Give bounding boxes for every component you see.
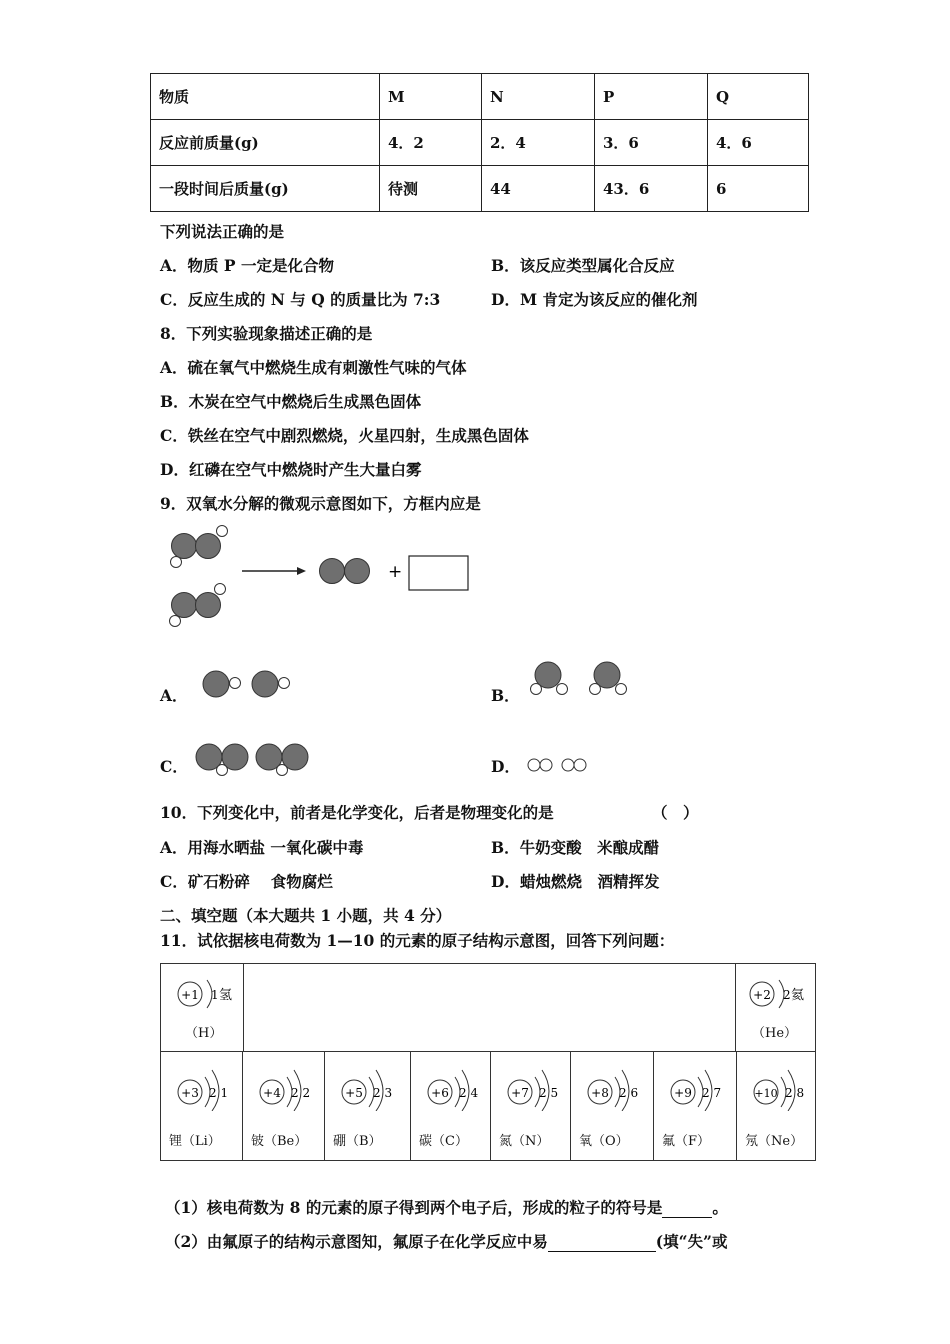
atom-diagram	[253, 1065, 323, 1111]
table-cell: 3．6	[595, 120, 708, 166]
atom-cell	[243, 1052, 325, 1160]
q10-option-d[interactable]: D．蜡烛燃烧 酒精挥发	[491, 872, 660, 891]
q8-stem: 8．下列实验现象描述正确的是	[160, 324, 373, 343]
nucleus-charge: +3	[181, 1086, 199, 1100]
q9-option-c-label[interactable]: C．	[160, 757, 188, 776]
shell-electrons: 2 6	[619, 1086, 639, 1100]
q9-option-b-diagram[interactable]	[524, 658, 636, 698]
answer-blank[interactable]	[548, 1235, 656, 1252]
q9-option-c-diagram[interactable]	[192, 738, 318, 778]
atom-cell	[654, 1052, 737, 1160]
element-char: 氦	[791, 988, 805, 1003]
table-cell: 2．4	[482, 120, 595, 166]
atom-diagram	[171, 1065, 241, 1111]
atom-cell	[161, 1052, 243, 1160]
q8-option-b[interactable]: B．木炭在空气中燃烧后生成黑色固体	[160, 392, 422, 411]
table-row	[151, 120, 809, 166]
answer-box	[409, 556, 468, 590]
q7-stem: 下列说法正确的是	[160, 222, 285, 241]
q11-part1-text: （1）核电荷数为 8 的元素的原子得到两个电子后，形成的粒子的符号是	[165, 1198, 663, 1217]
atom-cell	[571, 1052, 654, 1160]
atom-diagram-he	[745, 976, 809, 1012]
table-cell: P	[595, 74, 708, 120]
q8-option-d[interactable]: D．红磷在空气中燃烧时产生大量白雾	[160, 460, 422, 479]
q9-stem: 9．双氧水分解的微观示意图如下，方框内应是	[160, 494, 481, 513]
q9-option-d-diagram[interactable]	[526, 756, 592, 776]
table-cell: 物质	[151, 74, 380, 120]
table-cell: M	[380, 74, 482, 120]
q8-option-c[interactable]: C．铁丝在空气中剧烈燃烧，火星四射，生成黑色固体	[160, 426, 529, 445]
table-header-row	[151, 74, 809, 120]
answer-paren[interactable]: （ ）	[652, 803, 699, 822]
q9-option-b-label[interactable]: B．	[491, 686, 520, 705]
shell-electrons: 2 1	[209, 1086, 229, 1100]
arrow-icon	[242, 567, 306, 575]
q7-option-b[interactable]: B．该反应类型属化合反应	[491, 256, 675, 275]
atom-cell	[491, 1052, 571, 1160]
q11-part2-text: （2）由氟原子的结构示意图知，氟原子在化学反应中易	[165, 1232, 548, 1251]
nucleus-charge: +6	[431, 1086, 449, 1100]
answer-blank[interactable]	[662, 1201, 712, 1218]
table-cell: 反应前质量(g)	[151, 120, 380, 166]
table-row	[151, 166, 809, 212]
q8-option-a[interactable]: A．硫在氧气中燃烧生成有刺激性气味的气体	[160, 358, 467, 377]
element-name: 锂（Li）	[169, 1134, 221, 1149]
nucleus-charge: +10	[754, 1087, 778, 1100]
table-cell: 43．6	[595, 166, 708, 212]
q10-option-a[interactable]: A．用海水晒盐 一氧化碳中毒	[160, 838, 364, 857]
reaction-diagram	[160, 520, 490, 630]
atom-diagram	[335, 1065, 405, 1111]
element-name: 氧（O）	[579, 1134, 629, 1149]
plus-sign: +	[388, 562, 403, 582]
shell-electrons: 2 3	[373, 1086, 393, 1100]
nucleus-charge: +9	[674, 1086, 692, 1100]
o2-molecule	[320, 559, 370, 584]
atom-diagram-h	[173, 976, 233, 1012]
element-name: 碳（C）	[419, 1134, 468, 1149]
nucleus-charge: +5	[345, 1086, 363, 1100]
atom-cell-he	[736, 964, 816, 1051]
nucleus-charge: +7	[511, 1086, 529, 1100]
nucleus-charge: +4	[263, 1086, 281, 1100]
q10-option-b[interactable]: B．牛奶变酸 米酿成醋	[491, 838, 660, 857]
element-name: 氟（F）	[662, 1134, 711, 1149]
q11-part1-end: 。	[712, 1198, 728, 1217]
table-cell: 44	[482, 166, 595, 212]
q9-option-a-label[interactable]: A．	[160, 686, 188, 705]
shell-electrons: 1	[211, 988, 219, 1002]
atom-diagram	[581, 1065, 651, 1111]
q11-part1	[165, 1198, 728, 1218]
element-name: 氖（Ne）	[745, 1134, 804, 1149]
nucleus-charge: +2	[753, 988, 771, 1002]
h2o2-molecule	[171, 526, 228, 568]
element-char: 氢	[219, 988, 233, 1003]
shell-electrons: 2 5	[539, 1086, 559, 1100]
table-cell: N	[482, 74, 595, 120]
q9-option-d-label[interactable]: D．	[491, 757, 520, 776]
q7-option-d[interactable]: D．M 肯定为该反应的催化剂	[491, 290, 698, 309]
table-cell: 待测	[380, 166, 482, 212]
q7-option-a[interactable]: A．物质 P 一定是化合物	[160, 256, 334, 275]
atom-cell	[325, 1052, 411, 1160]
table-cell: 4．6	[708, 120, 809, 166]
element-symbol: （He）	[752, 1026, 798, 1041]
atom-structure-grid	[160, 963, 816, 1161]
q9-option-a-diagram[interactable]	[198, 666, 298, 702]
atom-diagram	[501, 1065, 571, 1111]
shell-electrons: 2 7	[702, 1086, 722, 1100]
nucleus-charge: +8	[591, 1086, 609, 1100]
q10-option-c[interactable]: C．矿石粉碎 食物腐烂	[160, 872, 333, 891]
element-name: 硼（B）	[333, 1134, 382, 1149]
mass-table	[150, 73, 809, 212]
shell-electrons: 2 2	[291, 1086, 311, 1100]
q11-stem: 11．试依据核电荷数为 1—10 的元素的原子结构示意图，回答下列问题：	[160, 931, 675, 950]
element-name: 铍（Be）	[251, 1134, 308, 1149]
atom-diagram	[664, 1065, 734, 1111]
section-heading: 二、填空题（本大题共 1 小题，共 4 分）	[160, 906, 452, 925]
table-cell: 一段时间后质量(g)	[151, 166, 380, 212]
atom-diagram	[421, 1065, 491, 1111]
h2o2-molecule	[170, 584, 226, 627]
atom-diagram	[747, 1065, 817, 1111]
element-symbol: （H）	[185, 1026, 223, 1041]
atom-cell-h	[161, 964, 243, 1051]
atom-cell	[737, 1052, 816, 1160]
shell-electrons: 2 8	[785, 1086, 805, 1100]
element-name: 氮（N）	[499, 1134, 550, 1149]
shell-electrons: 2	[783, 988, 791, 1002]
q7-option-c[interactable]: C．反应生成的 N 与 Q 的质量比为 7:3	[160, 290, 441, 309]
q10-stem: 10．下列变化中，前者是化学变化，后者是物理变化的是	[160, 803, 554, 822]
atom-cell	[411, 1052, 491, 1160]
table-cell: Q	[708, 74, 809, 120]
q11-part2	[165, 1232, 727, 1252]
nucleus-charge: +1	[181, 988, 199, 1002]
table-cell: 6	[708, 166, 809, 212]
table-cell: 4．2	[380, 120, 482, 166]
shell-electrons: 2 4	[459, 1086, 479, 1100]
q11-part2-end: (填“失”或	[655, 1232, 728, 1251]
atom-row	[161, 1052, 816, 1160]
